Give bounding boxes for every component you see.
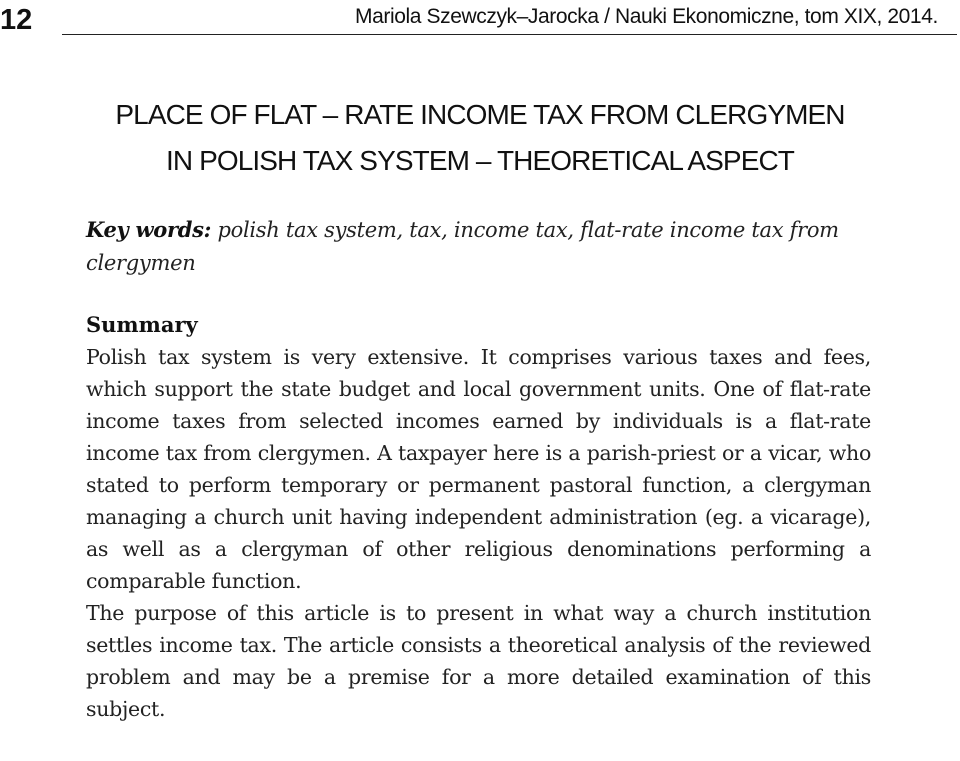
- keywords-label: Key words:: [86, 217, 212, 242]
- header-rule: [62, 34, 957, 35]
- page-number: 12: [0, 4, 33, 36]
- title-line-2: IN POLISH TAX SYSTEM – THEORETICAL ASPECT: [165, 145, 795, 176]
- keywords-text: polish tax system, tax, income tax, flat-rate income tax from clergymen: [86, 218, 839, 275]
- keywords: [86, 213, 876, 280]
- summary-paragraph-1: Polish tax system is very extensive. It comprises various taxes and fees, which support the state budget and local government units. One of flat-rate income taxes from selected incomes earned by individuals is a flat-rate income tax from clergymen. A taxpayer here is a parish-priest or a vicar, who stated to perform temporary or permanent pastoral function, a clergyman managing a church unit having independent administration (eg. a vicarage), as well as a clergyman of other religious denominations performing a comparable function.: [86, 345, 871, 593]
- summary-heading: Summary: [86, 312, 198, 337]
- running-head: Mariola Szewczyk–Jarocka / Nauki Ekonomiczne, tom XIX, 2014.: [355, 5, 938, 28]
- article-title: [60, 92, 900, 184]
- summary-paragraph-2: The purpose of this article is to present in what way a church institution settles income tax. The article consists a theoretical analysis of the reviewed problem and may be a premise for a more detailed examination of this subject.: [86, 601, 871, 721]
- summary-body: [86, 341, 871, 725]
- title-line-1: PLACE OF FLAT – RATE INCOME TAX FROM CLERGYMEN: [115, 99, 845, 130]
